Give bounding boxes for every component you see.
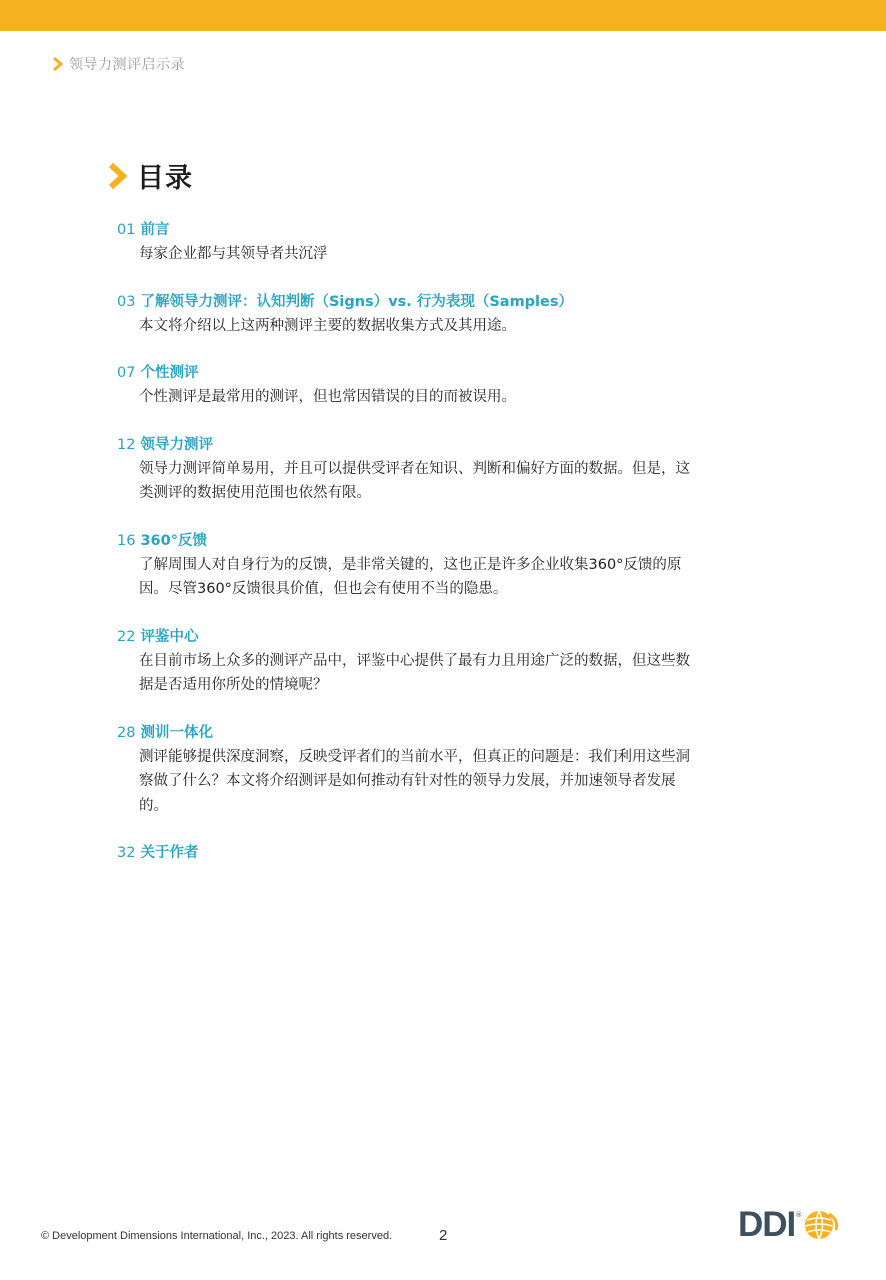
- toc-page-number: 03: [117, 293, 136, 310]
- logo-wordmark: DDI: [738, 1205, 796, 1244]
- toc-description: 个性测评是最常用的测评，但也常因错误的目的而被误用。: [139, 389, 516, 405]
- toc-title[interactable]: 前言: [140, 222, 170, 238]
- toc-entry[interactable]: [117, 218, 697, 267]
- toc-page-number: 01: [117, 222, 136, 238]
- table-of-contents: [117, 218, 697, 888]
- breadcrumb-label: 领导力测评启示录: [69, 57, 185, 73]
- toc-page-number: 28: [117, 724, 136, 741]
- toc-description: 了解周围人对自身行为的反馈，是非常关键的，这也正是许多企业收集360°反馈的原因。尽管360°反馈很具价值，但也会有使用不当的隐患。: [139, 556, 682, 597]
- page-title: 目录: [137, 163, 193, 194]
- toc-page-number: 16: [117, 532, 136, 549]
- toc-entry[interactable]: [117, 361, 697, 410]
- toc-page-number: 22: [117, 628, 136, 645]
- globe-icon: [803, 1208, 839, 1242]
- toc-title[interactable]: 个性测评: [140, 365, 199, 381]
- chevron-right-icon: [52, 56, 64, 72]
- toc-heading: [107, 156, 193, 195]
- toc-page-number: 32: [117, 845, 136, 861]
- toc-entry[interactable]: [117, 721, 697, 819]
- toc-title[interactable]: 测训一体化: [140, 724, 213, 741]
- toc-entry[interactable]: [117, 290, 697, 339]
- toc-title[interactable]: 关于作者: [140, 845, 199, 861]
- toc-description: 每家企业都与其领导者共沉浮: [139, 246, 328, 262]
- top-accent-bar: [0, 0, 886, 31]
- toc-page-number: 12: [117, 436, 136, 453]
- chevron-right-icon: [107, 161, 129, 191]
- toc-description: 测评能够提供深度洞察，反映受评者们的当前水平，但真正的问题是：我们利用这些洞察做了什么？本文将介绍测评是如何推动有针对性的领导力发展，并加速领导者发展的。: [139, 748, 690, 814]
- toc-description: 领导力测评简单易用，并且可以提供受评者在知识、判断和偏好方面的数据。但是，这类测评的数据使用范围也依然有限。: [139, 460, 690, 501]
- toc-description: 本文将介绍以上这两种测评主要的数据收集方式及其用途。: [139, 317, 516, 334]
- toc-title[interactable]: 了解领导力测评：认知判断（Signs）vs. 行为表现（Samples）: [140, 293, 573, 310]
- toc-entry[interactable]: [117, 433, 697, 506]
- toc-title[interactable]: 评鉴中心: [140, 628, 199, 645]
- toc-description: 在目前市场上众多的测评产品中，评鉴中心提供了最有力且用途广泛的数据，但这些数据是否适用你所处的情境呢？: [139, 652, 690, 693]
- breadcrumb: [52, 54, 185, 74]
- ddi-logo: [738, 1205, 839, 1245]
- copyright-notice: © Development Dimensions International, Inc., 2023. All rights reserved.: [41, 1230, 393, 1242]
- toc-entry[interactable]: [117, 841, 697, 865]
- page-number: 2: [439, 1227, 448, 1244]
- toc-title[interactable]: 领导力测评: [140, 436, 213, 453]
- toc-entry[interactable]: [117, 529, 697, 602]
- toc-entry[interactable]: [117, 625, 697, 698]
- registered-mark: ®: [795, 1211, 803, 1219]
- toc-page-number: 07: [117, 365, 136, 381]
- toc-title[interactable]: 360°反馈: [140, 532, 207, 549]
